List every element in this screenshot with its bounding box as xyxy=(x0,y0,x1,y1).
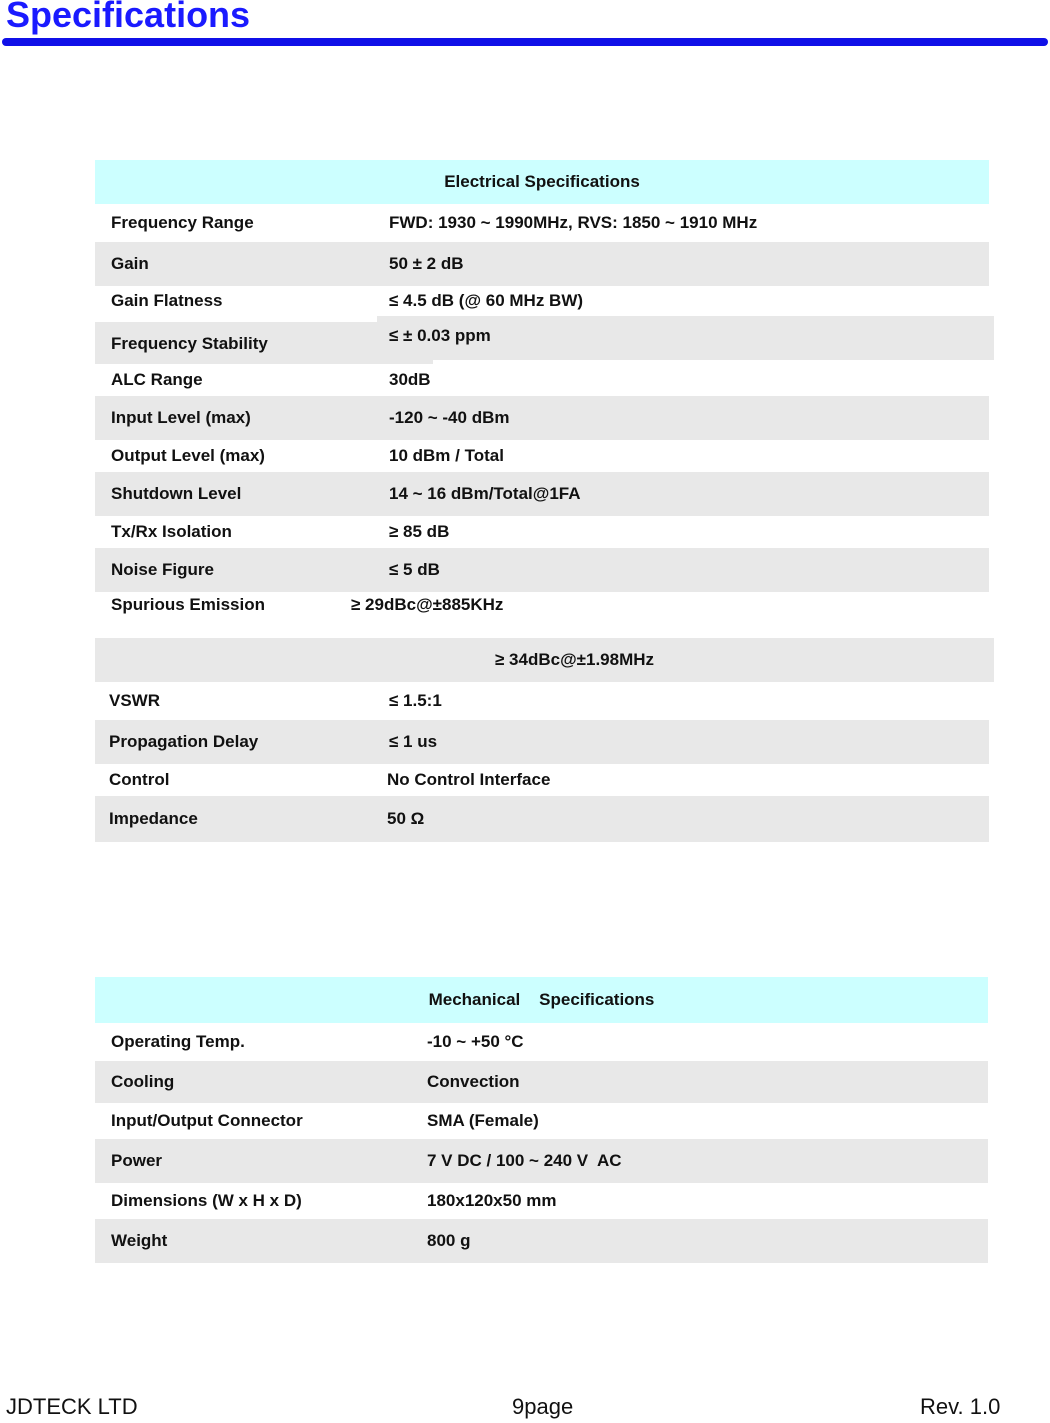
table-row xyxy=(95,472,989,516)
row-label: Input/Output Connector xyxy=(111,1111,303,1130)
row-value: No Control Interface xyxy=(387,770,551,789)
page-title: Specifications xyxy=(6,0,251,35)
table-row xyxy=(95,204,989,242)
row-value: -10 ~ +50 °C xyxy=(427,1032,524,1051)
table-row xyxy=(95,1103,988,1139)
table-row xyxy=(95,796,989,842)
row-value: ≥ 85 dB xyxy=(389,522,450,541)
footer-page-number: 9page xyxy=(512,1394,574,1419)
table-row xyxy=(95,548,989,592)
row-value: 50 ± 2 dB xyxy=(389,254,464,273)
table-row xyxy=(95,396,989,440)
row-value: -120 ~ -40 dBm xyxy=(389,408,510,427)
row-value: 180x120x50 mm xyxy=(427,1191,557,1210)
row-label: Dimensions (W x H x D) xyxy=(111,1191,302,1210)
row-value: ≥ 29dBc@±885KHz xyxy=(351,595,504,614)
row-value: 30dB xyxy=(389,370,431,389)
row-label: Operating Temp. xyxy=(111,1032,245,1051)
row-value: 50 Ω xyxy=(387,809,425,828)
row-label: Frequency Range xyxy=(111,213,254,232)
row-label: Noise Figure xyxy=(111,560,214,579)
row-value: 10 dBm / Total xyxy=(389,446,504,465)
title-underline xyxy=(2,38,1048,46)
table-row xyxy=(95,516,989,548)
electrical-spec-header xyxy=(95,160,989,204)
table-row xyxy=(95,682,989,720)
footer-revision: Rev. 1.0 xyxy=(920,1394,1001,1419)
table-row xyxy=(95,364,989,396)
row-label: Input Level (max) xyxy=(111,408,251,427)
row-label: Control xyxy=(109,770,170,789)
row-label: Gain Flatness xyxy=(111,291,223,310)
table-row xyxy=(95,440,989,472)
mechanical-spec-header-text: Mechanical Specifications xyxy=(428,990,655,1009)
table-row xyxy=(95,316,989,364)
row-label: Weight xyxy=(111,1231,168,1250)
table-row xyxy=(95,1183,988,1219)
row-value: 800 g xyxy=(427,1231,471,1250)
table-row xyxy=(95,1219,988,1263)
row-value: 7 V DC / 100 ~ 240 V AC xyxy=(427,1151,622,1170)
row-label: Propagation Delay xyxy=(109,732,259,751)
table-row xyxy=(95,242,989,286)
table-row xyxy=(95,764,989,796)
row-label: Output Level (max) xyxy=(111,446,265,465)
table-row xyxy=(95,592,989,638)
row-value: 14 ~ 16 dBm/Total@1FA xyxy=(389,484,581,503)
row-label: Impedance xyxy=(109,809,198,828)
table-row xyxy=(95,1023,988,1061)
row-label: Power xyxy=(111,1151,163,1170)
row-label: Spurious Emission xyxy=(111,595,265,614)
table-row xyxy=(95,1061,988,1103)
row-value: ≤ 1.5:1 xyxy=(389,691,442,710)
row-value: ≤ ± 0.03 ppm xyxy=(389,326,491,345)
row-value: ≤ 4.5 dB (@ 60 MHz BW) xyxy=(389,291,584,310)
table-row xyxy=(95,638,994,682)
row-value: FWD: 1930 ~ 1990MHz, RVS: 1850 ~ 1910 MHz xyxy=(389,213,758,232)
footer-company: JDTECK LTD xyxy=(6,1394,138,1419)
row-label: VSWR xyxy=(109,691,160,710)
row-value: ≤ 1 us xyxy=(389,732,438,751)
electrical-spec-table xyxy=(95,160,989,842)
electrical-spec-header-text: Electrical Specifications xyxy=(444,172,640,191)
row-label: ALC Range xyxy=(111,370,203,389)
row-value: Convection xyxy=(427,1072,520,1091)
mechanical-spec-table xyxy=(95,977,988,1263)
row-value: ≤ 5 dB xyxy=(389,560,440,579)
row-label: Gain xyxy=(111,254,149,273)
row-label: Tx/Rx Isolation xyxy=(111,522,232,541)
mechanical-spec-header xyxy=(95,977,988,1023)
row-label: Shutdown Level xyxy=(111,484,242,503)
row-value: SMA (Female) xyxy=(427,1111,539,1130)
table-row xyxy=(95,286,989,316)
row-label: Cooling xyxy=(111,1072,175,1091)
table-row xyxy=(95,1139,988,1183)
row-label: Frequency Stability xyxy=(111,334,268,353)
row-value: ≥ 34dBc@±1.98MHz xyxy=(495,650,655,669)
table-row xyxy=(95,720,989,764)
